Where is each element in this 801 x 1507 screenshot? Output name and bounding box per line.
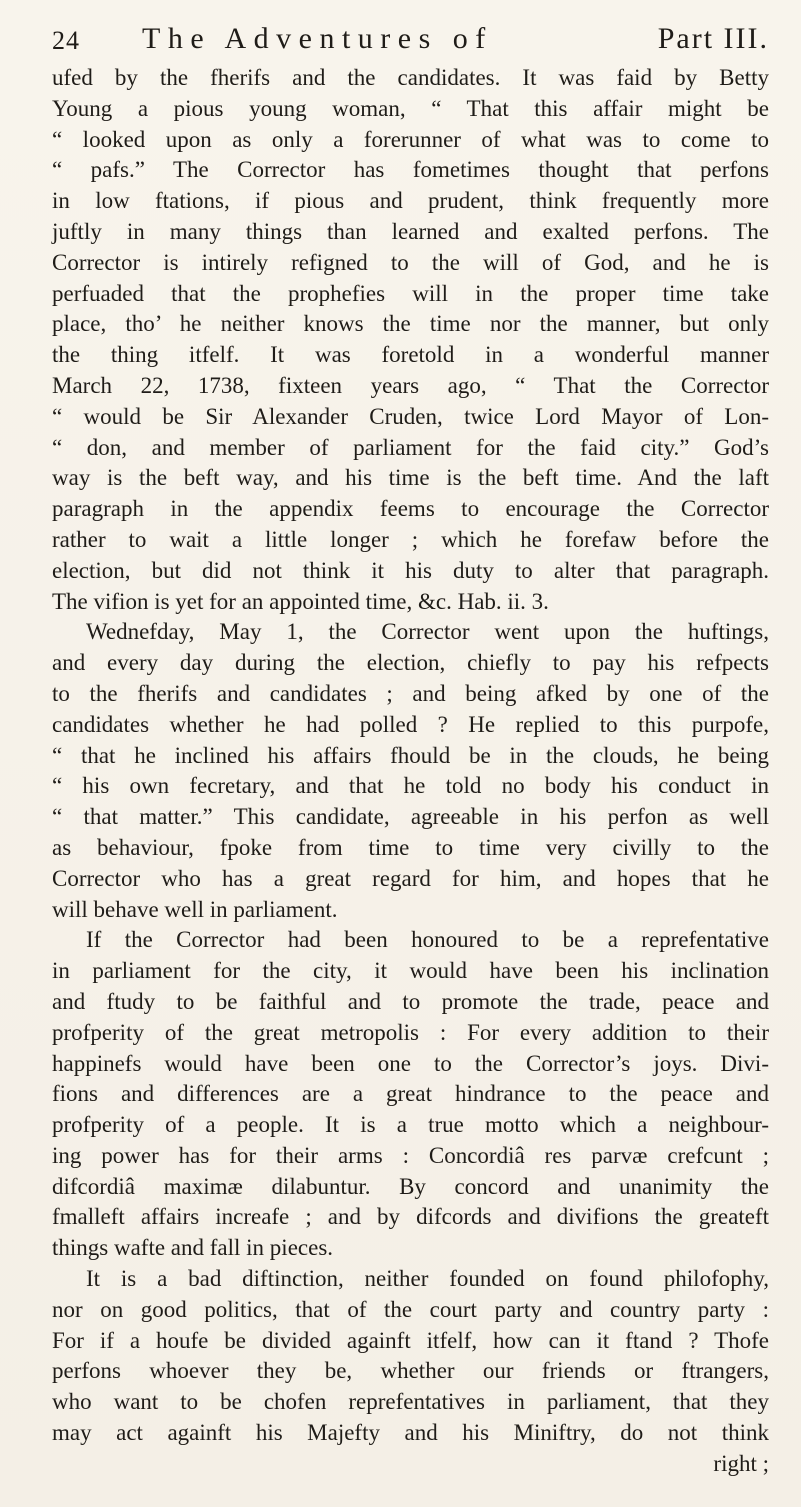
text-line: in parliament for the city, it would have been his inclination <box>52 958 769 984</box>
text-line: will behave well in parliament. <box>52 896 338 922</box>
text-line: “ that matter.” This candidate, agreeable in his perfon as well <box>52 804 769 830</box>
text-line: difcordiâ maximæ dilabuntur. By concord and unanimity the <box>52 1173 769 1199</box>
text-line: and every day during the election, chiefly to pay his refpects <box>52 650 769 676</box>
text-line: happinefs would have been one to the Corrector’s joys. Divi- <box>52 1050 769 1076</box>
text-line: Corrector who has a great regard for him, and hopes that he <box>52 865 769 891</box>
text-line: perfuaded that the prophefies will in the proper time take <box>52 280 769 306</box>
text-line: in low ftations, if pious and prudent, think frequently more <box>52 188 769 214</box>
text-line: fmalleft affairs increafe ; and by difcords and divifions the greateft <box>52 1204 769 1230</box>
catchword: right ; <box>713 1450 769 1476</box>
text-line: “ his own fecretary, and that he told no body his conduct in <box>52 773 769 799</box>
text-line: juftly in many things than learned and exalted perfons. The <box>52 218 769 244</box>
text-line: place, tho’ he neither knows the time nor the manner, but only <box>52 311 769 337</box>
text-line: “ looked upon as only a forerunner of what was to come to <box>52 126 769 152</box>
body-text <box>52 63 769 1480</box>
text-line: things wafte and fall in pieces. <box>52 1235 334 1261</box>
text-line: who want to be chofen reprefentatives in parliament, that they <box>52 1389 769 1415</box>
text-line: may act againft his Majefty and his Miniftry, do not think <box>52 1420 769 1446</box>
text-line: “ that he inclined his affairs fhould be in the clouds, he being <box>52 742 769 768</box>
text-line: paragraph in the appendix feems to encourage the Corrector <box>52 496 769 522</box>
text-line: “ pafs.” The Corrector has fometimes thought that perfons <box>52 157 769 183</box>
text-line: March 22, 1738, fixteen years ago, “ That the Corrector <box>52 372 769 398</box>
text-line: nor on good politics, that of the court party and country party : <box>52 1296 769 1322</box>
running-title: The Adventures of <box>142 22 493 55</box>
text-line: candidates whether he had polled ? He replied to this purpofe, <box>52 711 769 737</box>
text-line: For if a houfe be divided againft itfelf, how can it ftand ? Thofe <box>52 1327 769 1353</box>
text-line: Wednefday, May 1, the Corrector went upon the huftings, <box>86 619 769 645</box>
text-line: perfons whoever they be, whether our friends or ftrangers, <box>52 1358 769 1384</box>
text-line: Corrector is intirely refigned to the will of God, and he is <box>52 249 769 275</box>
part-label: Part III. <box>657 22 769 55</box>
text-line: The vifion is yet for an appointed time, &c. Hab. ii. 3. <box>52 588 549 614</box>
text-line: and ftudy to be faithful and to promote the trade, peace and <box>52 988 769 1014</box>
text-line: If the Corrector had been honoured to be a reprefentative <box>86 927 769 953</box>
text-line: Young a pious young woman, “ That this affair might be <box>52 95 769 121</box>
text-line: profperity of a people. It is a true motto which a neighbour- <box>52 1112 769 1138</box>
text-line: “ don, and member of parliament for the faid city.” God’s <box>52 434 769 460</box>
text-line: profperity of the great metropolis : For every addition to their <box>52 1019 769 1045</box>
text-line: the thing itfelf. It was foretold in a wonderful manner <box>52 342 769 368</box>
text-line: ing power has for their arms : Concordiâ res parvæ crefcunt ; <box>52 1142 769 1168</box>
text-line: fions and differences are a great hindrance to the peace and <box>52 1081 769 1107</box>
text-line: “ would be Sir Alexander Cruden, twice Lord Mayor of Lon- <box>52 403 769 429</box>
text-line: election, but did not think it his duty to alter that paragraph. <box>52 557 769 583</box>
text-line: to the fherifs and candidates ; and being afked by one of the <box>52 680 769 706</box>
text-line: It is a bad diftinction, neither founded on found philofophy, <box>86 1266 769 1292</box>
page-number: 24 <box>52 26 80 55</box>
text-line: ufed by the fherifs and the candidates. It was faid by Betty <box>52 65 769 90</box>
text-line: rather to wait a little longer ; which he forefaw before the <box>52 526 769 552</box>
text-line: way is the beft way, and his time is the beft time. And the laft <box>52 465 769 491</box>
running-head <box>52 22 769 62</box>
text-line: as behaviour, fpoke from time to time very civilly to the <box>52 834 769 860</box>
